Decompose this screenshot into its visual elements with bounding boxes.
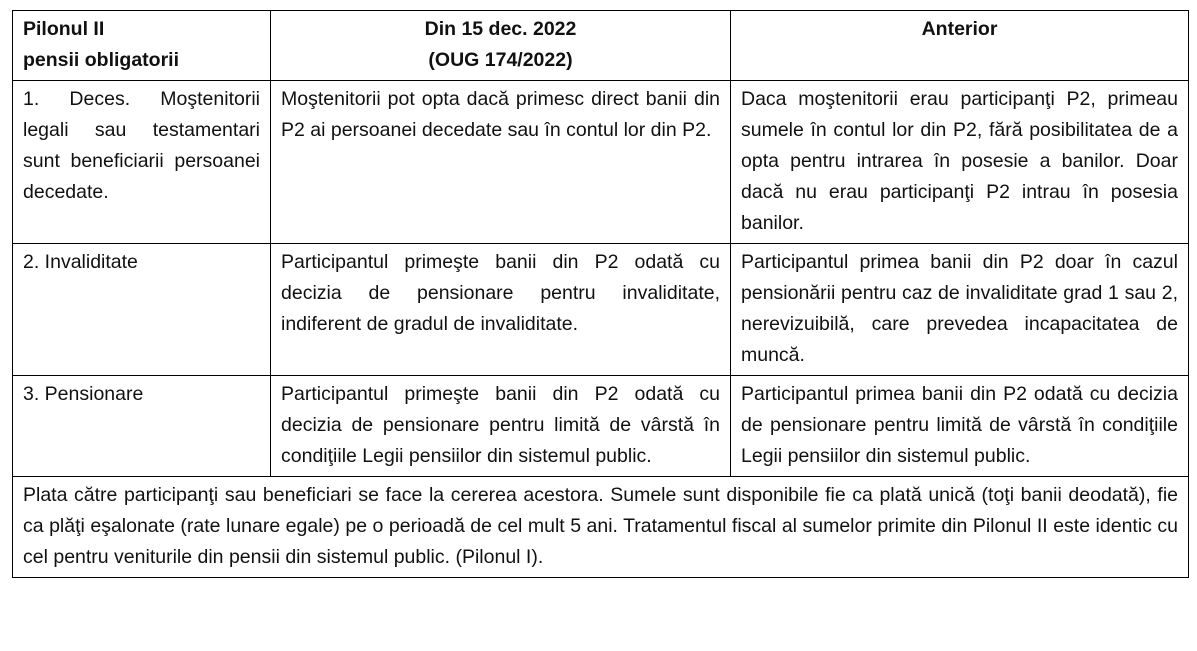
pension-comparison-table	[12, 10, 1189, 578]
row-label-invaliditate: 2. Invaliditate	[13, 244, 271, 376]
table-row	[13, 81, 1189, 244]
row-label-pensionare: 3. Pensionare	[13, 376, 271, 477]
header-pillar	[13, 11, 271, 81]
row-previous-deces: Daca moştenitorii erau participanţi P2, primeau sumele în contul lor din P2, fără posibilitatea de a opta pentru intrarea în posesie a banilor. Doar dacă nu erau participanţi P2 intrau în posesia banilor.	[731, 81, 1189, 244]
table-footer-row	[13, 477, 1189, 578]
header-pillar-line1: Pilonul II	[23, 18, 105, 40]
row-current-pensionare: Participantul primeşte banii din P2 odată cu decizia de pensionare pentru limită de vârstă în condiţiile Legii pensiilor din sistemul public.	[271, 376, 731, 477]
header-current-line1: Din 15 dec. 2022	[424, 18, 577, 40]
header-pillar-line2: pensii obligatorii	[23, 49, 180, 71]
row-previous-pensionare: Participantul primea banii din P2 odată cu decizia de pensionare pentru limită de vârstă în condiţiile Legii pensiilor din sistemul public.	[731, 376, 1189, 477]
header-current-line2: (OUG 174/2022)	[428, 49, 573, 71]
header-previous-label: Anterior	[921, 18, 998, 40]
table-header-row	[13, 11, 1189, 81]
header-current	[271, 11, 731, 81]
row-label-deces: 1. Deces. Moştenitorii legali sau testamentari sunt beneficiarii persoanei decedate.	[13, 81, 271, 244]
header-previous	[731, 11, 1189, 81]
table-row	[13, 244, 1189, 376]
row-current-invaliditate: Participantul primeşte banii din P2 odată cu decizia de pensionare pentru invaliditate, indiferent de gradul de invaliditate.	[271, 244, 731, 376]
row-current-deces: Moştenitorii pot opta dacă primesc direct banii din P2 ai persoanei decedate sau în contul lor din P2.	[271, 81, 731, 244]
row-previous-invaliditate: Participantul primea banii din P2 doar în cazul pensionării pentru caz de invaliditate grad 1 sau 2, nerevizuibilă, care prevedea incapacitatea de muncă.	[731, 244, 1189, 376]
footer-note: Plata către participanţi sau beneficiari se face la cererea acestora. Sumele sunt disponibile fie ca plată unică (toţi banii deodată), fie ca plăţi eşalonate (rate lunare egale) pe o perioadă de cel mult 5 ani. Tratamentul fiscal al sumelor primite din Pilonul II este identic cu cel pentru veniturile din pensii din sistemul public. (Pilonul I).	[13, 477, 1189, 578]
table-row	[13, 376, 1189, 477]
